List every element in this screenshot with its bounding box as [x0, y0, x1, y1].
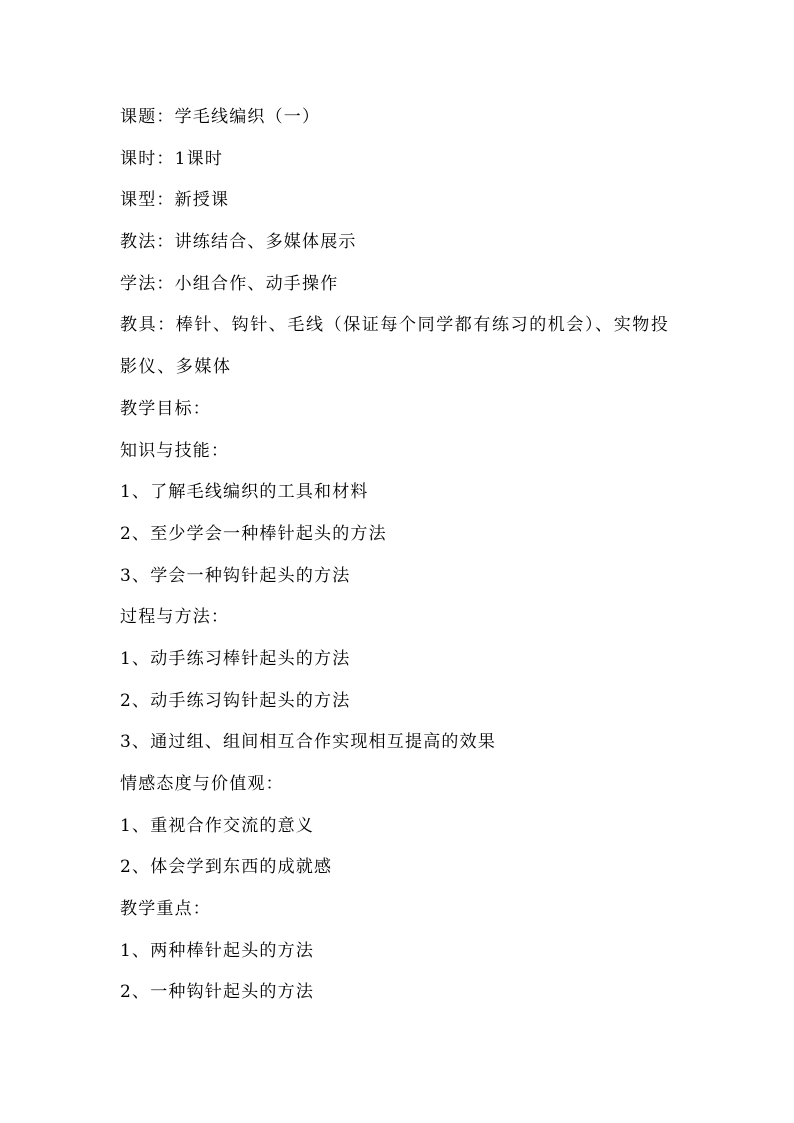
list-item: 2、一种钩针起头的方法 — [120, 982, 315, 1003]
subheading-process-methods: 过程与方法： — [120, 607, 230, 628]
teaching-method: 教法：讲练结合、多媒体展示 — [120, 232, 357, 253]
subheading-attitudes-values: 情感态度与价值观： — [120, 774, 284, 795]
learning-method: 学法：小组合作、动手操作 — [120, 273, 339, 294]
list-item: 1、了解毛线编织的工具和材料 — [120, 482, 369, 503]
subheading-knowledge-skills: 知识与技能： — [120, 440, 230, 461]
list-item: 2、动手练习钩针起头的方法 — [120, 690, 351, 711]
lesson-type: 课型：新授课 — [120, 190, 230, 211]
teaching-aids: 教具：棒针、钩针、毛线（保证每个同学都有练习的机会）、实物投影仪、多媒体 — [120, 315, 670, 378]
list-item: 2、至少学会一种棒针起头的方法 — [120, 523, 387, 544]
lesson-hours: 课时：1课时 — [120, 148, 224, 169]
list-item: 3、学会一种钩针起头的方法 — [120, 565, 351, 586]
list-item: 3、通过组、组间相互合作实现相互提高的效果 — [120, 732, 497, 753]
list-item: 1、重视合作交流的意义 — [120, 815, 315, 836]
lesson-topic: 课题：学毛线编织（一） — [120, 107, 321, 127]
list-item: 1、两种棒针起头的方法 — [120, 940, 315, 961]
section-heading-objectives: 教学目标： — [120, 398, 211, 419]
list-item: 1、动手练习棒针起头的方法 — [120, 648, 351, 669]
lesson-plan-body — [120, 97, 680, 1014]
list-item: 2、体会学到东西的成就感 — [120, 857, 333, 878]
section-heading-key-points: 教学重点： — [120, 899, 211, 920]
